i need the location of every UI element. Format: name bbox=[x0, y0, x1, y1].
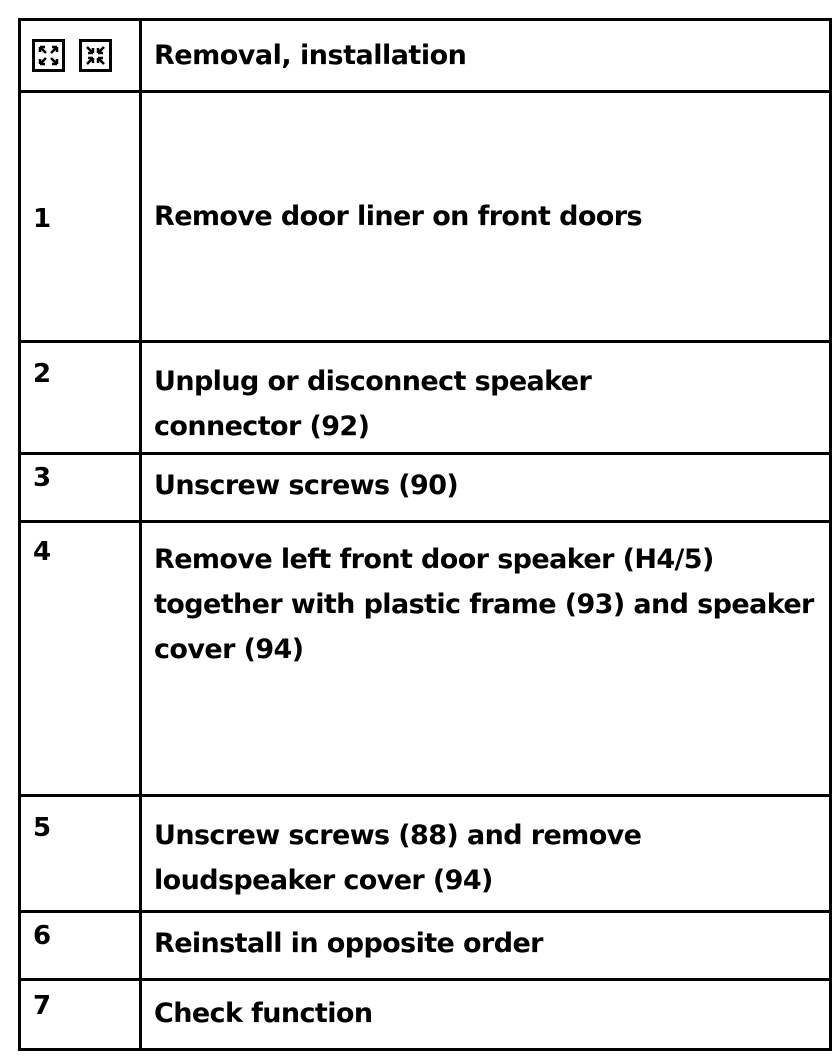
step-text: Reinstall in opposite order bbox=[141, 912, 831, 980]
table-row bbox=[20, 92, 831, 342]
table-row bbox=[20, 796, 831, 912]
header-title: Removal, installation bbox=[141, 20, 831, 92]
step-text: Remove door liner on front doors bbox=[141, 92, 831, 342]
step-text: Remove left front door speaker (H4/5) together with plastic frame (93) and speaker cover (94) bbox=[141, 522, 831, 796]
step-number: 2 bbox=[20, 342, 141, 454]
table-row bbox=[20, 342, 831, 454]
step-number: 3 bbox=[20, 454, 141, 522]
procedure-table bbox=[18, 18, 832, 1051]
step-text: Unplug or disconnect speaker connector (92) bbox=[141, 342, 831, 454]
step-text: Unscrew screws (88) and remove loudspeaker cover (94) bbox=[141, 796, 831, 912]
table-row bbox=[20, 522, 831, 796]
step-number: 7 bbox=[20, 980, 141, 1050]
installation-icon bbox=[79, 39, 112, 72]
step-number: 1 bbox=[20, 92, 141, 342]
table-row bbox=[20, 980, 831, 1050]
step-number: 4 bbox=[20, 522, 141, 796]
removal-icon bbox=[32, 39, 65, 72]
step-number: 6 bbox=[20, 912, 141, 980]
table-row bbox=[20, 454, 831, 522]
table-row bbox=[20, 912, 831, 980]
header-icons-cell bbox=[20, 20, 141, 92]
step-text: Unscrew screws (90) bbox=[141, 454, 831, 522]
step-number: 5 bbox=[20, 796, 141, 912]
step-text: Check function bbox=[141, 980, 831, 1050]
table-header-row bbox=[20, 20, 831, 92]
